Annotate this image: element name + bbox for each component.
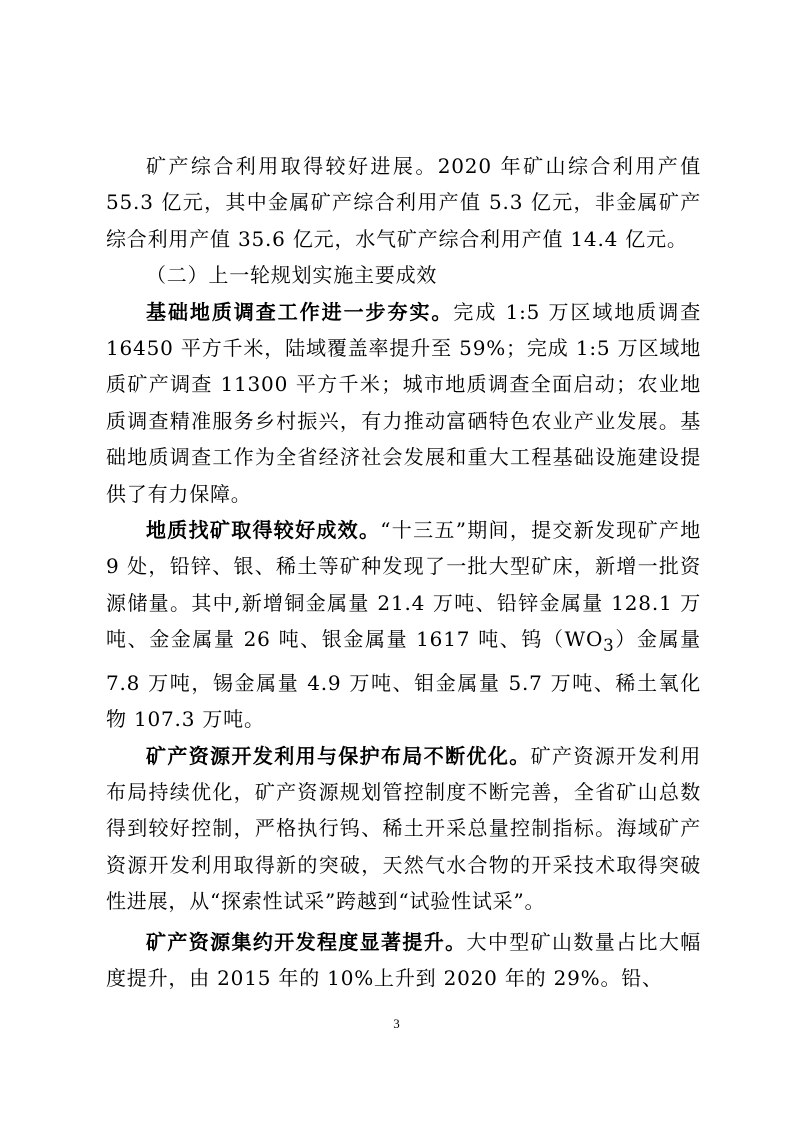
subscript-three: 3 bbox=[603, 636, 615, 656]
paragraph-text: 矿产综合利用取得较好进展。2020 年矿山综合利用产值 55.3 亿元，其中金属矿产综合利用产值 5.3 亿元，非金属矿产综合利用产值 35.6 亿元，水气矿产综合利用产值 14.4 亿元。 bbox=[106, 154, 701, 251]
paragraph-text: 矿产资源开发利用布局持续优化，矿产资源规划管控制度不断完善，全省矿山总数得到较好控制，严格执行钨、稀土开采总量控制指标。海域矿产资源开发利用取得新的突破，天然气水合物的开采技术取得突破性进展，从“探索性试采”跨越到“试验性试采”。 bbox=[106, 743, 701, 914]
paragraph-layout-optimization bbox=[106, 738, 701, 920]
section-heading: （二）上一轮规划实施主要成效 bbox=[146, 263, 438, 288]
paragraph-text: 完成 1:5 万区域地质调查 16450 平方千米，陆域覆盖率提升至 59%；完成 1:5 万区域地质矿产调查 11300 平方千米；城市地质调查全面启动；农业地质调查精准服务乡村振兴，有力推动富硒特色农业产业发展。基础地质调查工作为全省经济社会发展和重大工程基础设施建设提供了有力保障。 bbox=[106, 299, 701, 506]
paragraph-geological-survey bbox=[106, 294, 701, 512]
paragraph-lead: 矿产资源开发利用与保护布局不断优化。 bbox=[146, 743, 531, 768]
paragraph-text-continued: ）金属量 7.8 万吨，锡金属量 4.9 万吨、钼金属量 5.7 万吨、稀土氧化物 107.3 万吨。 bbox=[106, 627, 701, 732]
paragraph-lead: 矿产资源集约开发程度显著提升。 bbox=[146, 929, 467, 954]
paragraph-lead: 基础地质调查工作进一步夯实。 bbox=[146, 299, 454, 324]
document-body bbox=[106, 148, 701, 996]
paragraph-lead: 地质找矿取得较好成效。 bbox=[146, 518, 381, 543]
paragraph-intensive-development bbox=[106, 924, 701, 997]
paragraph-text: 大中型矿山数量占比大幅度提升，由 2015 年的 10%上升到 2020 年的 29%。铅、 bbox=[106, 929, 701, 990]
page-number: 3 bbox=[393, 1016, 400, 1031]
paragraph-comprehensive-utilization bbox=[106, 148, 701, 257]
paragraph-prospecting bbox=[106, 512, 701, 737]
paragraph-text: “十三五”期间，提交新发现矿产地 9 处，铅锌、银、稀土等矿种发现了一批大型矿床，新增一批资源储量。其中,新增铜金属量 21.4 万吨、铅锌金属量 128.1 万吨、金金属量 26 吨、银金属量 1617 吨、钨（WO bbox=[106, 518, 701, 652]
